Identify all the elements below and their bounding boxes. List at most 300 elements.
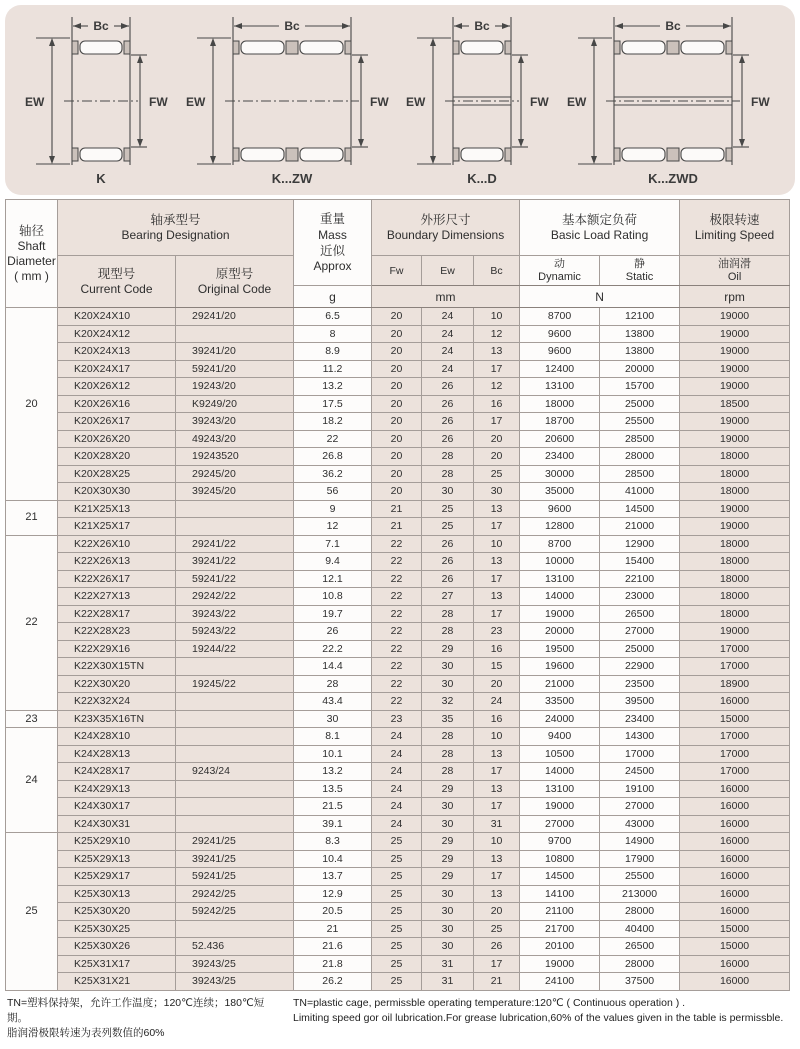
- cell-fw: 20: [372, 378, 422, 396]
- cell-dynamic-load: 19000: [520, 798, 600, 816]
- cell-oil-limiting-speed: 19000: [680, 343, 790, 361]
- cell-current-code: K21X25X17: [58, 518, 176, 536]
- cell-oil-limiting-speed: 19000: [680, 413, 790, 431]
- cell-current-code: K22X26X13: [58, 553, 176, 571]
- cell-original-code: [176, 500, 294, 518]
- cell-oil-limiting-speed: 18000: [680, 605, 790, 623]
- cell-ew: 30: [422, 815, 474, 833]
- cell-mass: 20.5: [294, 903, 372, 921]
- cell-fw: 24: [372, 763, 422, 781]
- cell-ew: 30: [422, 798, 474, 816]
- cell-dynamic-load: 20000: [520, 623, 600, 641]
- cell-dynamic-load: 21700: [520, 920, 600, 938]
- cell-current-code: K24X30X17: [58, 798, 176, 816]
- cell-static-load: 28000: [600, 448, 680, 466]
- cell-oil-limiting-speed: 16000: [680, 973, 790, 991]
- col-header-bearing-designation: [58, 200, 294, 256]
- table-row: [6, 535, 790, 553]
- catalog-page: [5, 5, 795, 1041]
- cell-original-code: 52.436: [176, 938, 294, 956]
- cell-ew: 32: [422, 693, 474, 711]
- cell-static-load: 41000: [600, 483, 680, 501]
- footnote-en-1: TN=plastic cage, permissble operating temperature:120℃ ( Continuous operation ) .: [293, 996, 686, 1009]
- cell-fw: 22: [372, 553, 422, 571]
- cell-dynamic-load: 13100: [520, 780, 600, 798]
- cell-oil-limiting-speed: 15000: [680, 710, 790, 728]
- cell-ew: 26: [422, 570, 474, 588]
- cell-mass: 13.7: [294, 868, 372, 886]
- cell-mass: 36.2: [294, 465, 372, 483]
- cell-current-code: K22X26X10: [58, 535, 176, 553]
- cell-static-load: 14500: [600, 500, 680, 518]
- table-row: [6, 640, 790, 658]
- dim-label-fw: FW: [751, 95, 770, 109]
- table-row: [6, 955, 790, 973]
- cell-original-code: [176, 325, 294, 343]
- cell-oil-limiting-speed: 19000: [680, 500, 790, 518]
- cell-dynamic-load: 19000: [520, 605, 600, 623]
- unit-dims: mm: [372, 286, 520, 308]
- cell-mass: 9: [294, 500, 372, 518]
- dim-label-ew: EW: [406, 95, 426, 109]
- col-header-limiting-speed: [680, 200, 790, 256]
- cell-static-load: 25500: [600, 413, 680, 431]
- cell-mass: 21.5: [294, 798, 372, 816]
- cell-dynamic-load: 21100: [520, 903, 600, 921]
- cell-oil-limiting-speed: 18000: [680, 465, 790, 483]
- cell-original-code: 19244/22: [176, 640, 294, 658]
- cell-original-code: 39243/22: [176, 605, 294, 623]
- cell-current-code: K20X26X20: [58, 430, 176, 448]
- cell-mass: 8.3: [294, 833, 372, 851]
- cell-current-code: K22X27X13: [58, 588, 176, 606]
- cell-oil-limiting-speed: 18500: [680, 395, 790, 413]
- cell-original-code: [176, 920, 294, 938]
- col-header-fw: Fw: [372, 256, 422, 286]
- cell-static-load: 40400: [600, 920, 680, 938]
- cell-ew: 26: [422, 378, 474, 396]
- cell-mass: 26.8: [294, 448, 372, 466]
- cell-bc: 16: [474, 395, 520, 413]
- cell-oil-limiting-speed: 18900: [680, 675, 790, 693]
- unit-load: N: [520, 286, 680, 308]
- table-row: [6, 553, 790, 571]
- mass-header-zh2: 近似: [320, 243, 346, 258]
- cell-static-load: 43000: [600, 815, 680, 833]
- cell-static-load: 27000: [600, 798, 680, 816]
- cell-fw: 22: [372, 588, 422, 606]
- mass-header-en: Mass: [318, 227, 347, 242]
- cell-ew: 29: [422, 640, 474, 658]
- cell-fw: 22: [372, 693, 422, 711]
- col-header-ew: Ew: [422, 256, 474, 286]
- cell-mass: 18.2: [294, 413, 372, 431]
- cell-current-code: K25X30X20: [58, 903, 176, 921]
- cell-current-code: K22X26X17: [58, 570, 176, 588]
- cell-ew: 30: [422, 483, 474, 501]
- cell-bc: 20: [474, 430, 520, 448]
- cell-mass: 19.7: [294, 605, 372, 623]
- table-row: [6, 430, 790, 448]
- cell-current-code: K20X24X13: [58, 343, 176, 361]
- cell-static-load: 26500: [600, 605, 680, 623]
- cell-static-load: 14300: [600, 728, 680, 746]
- diagram-caption: K...D: [467, 171, 498, 186]
- bearing-diagram-k: [24, 11, 174, 189]
- cell-original-code: [176, 745, 294, 763]
- cell-original-code: 39241/25: [176, 850, 294, 868]
- cell-oil-limiting-speed: 18000: [680, 570, 790, 588]
- cell-mass: 13.2: [294, 763, 372, 781]
- table-row: [6, 693, 790, 711]
- cell-fw: 20: [372, 413, 422, 431]
- cell-mass: 39.1: [294, 815, 372, 833]
- table-row: [6, 658, 790, 676]
- col-header-mass: [294, 200, 372, 286]
- cell-current-code: K22X30X20: [58, 675, 176, 693]
- cell-mass: 26: [294, 623, 372, 641]
- table-row: [6, 850, 790, 868]
- cell-bc: 31: [474, 815, 520, 833]
- cell-dynamic-load: 14500: [520, 868, 600, 886]
- cell-static-load: 15400: [600, 553, 680, 571]
- cell-original-code: 39241/22: [176, 553, 294, 571]
- cell-static-load: 28000: [600, 955, 680, 973]
- cell-original-code: 39243/25: [176, 973, 294, 991]
- cell-original-code: 59242/25: [176, 903, 294, 921]
- cell-oil-limiting-speed: 16000: [680, 868, 790, 886]
- cell-static-load: 27000: [600, 623, 680, 641]
- table-row: [6, 728, 790, 746]
- dim-label-fw: FW: [369, 95, 389, 109]
- cell-mass: 6.5: [294, 308, 372, 326]
- cell-bc: 25: [474, 465, 520, 483]
- cell-oil-limiting-speed: 19000: [680, 360, 790, 378]
- cell-dynamic-load: 33500: [520, 693, 600, 711]
- cell-dynamic-load: 10500: [520, 745, 600, 763]
- table-row: [6, 343, 790, 361]
- cell-fw: 25: [372, 868, 422, 886]
- cell-original-code: [176, 658, 294, 676]
- cell-ew: 28: [422, 745, 474, 763]
- cell-static-load: 13800: [600, 343, 680, 361]
- cell-original-code: 49243/20: [176, 430, 294, 448]
- cell-mass: 21: [294, 920, 372, 938]
- cell-dynamic-load: 23400: [520, 448, 600, 466]
- cell-fw: 20: [372, 325, 422, 343]
- cell-static-load: 15700: [600, 378, 680, 396]
- cell-current-code: K25X29X17: [58, 868, 176, 886]
- cell-dynamic-load: 35000: [520, 483, 600, 501]
- cell-oil-limiting-speed: 16000: [680, 850, 790, 868]
- cell-bc: 10: [474, 535, 520, 553]
- shaft-group-label: 23: [6, 710, 58, 728]
- cell-current-code: K22X32X24: [58, 693, 176, 711]
- cell-ew: 24: [422, 343, 474, 361]
- cell-oil-limiting-speed: 16000: [680, 903, 790, 921]
- cell-original-code: 39245/20: [176, 483, 294, 501]
- cell-ew: 29: [422, 780, 474, 798]
- cell-oil-limiting-speed: 19000: [680, 623, 790, 641]
- cell-ew: 30: [422, 938, 474, 956]
- cell-bc: 10: [474, 728, 520, 746]
- cell-ew: 31: [422, 955, 474, 973]
- shaft-header-zh: 轴径: [18, 224, 44, 239]
- cell-mass: 12.1: [294, 570, 372, 588]
- table-row: [6, 588, 790, 606]
- cell-ew: 25: [422, 518, 474, 536]
- static-en: Static: [625, 270, 654, 283]
- cell-fw: 22: [372, 675, 422, 693]
- cell-oil-limiting-speed: 19000: [680, 325, 790, 343]
- cell-ew: 24: [422, 325, 474, 343]
- cell-oil-limiting-speed: 17000: [680, 763, 790, 781]
- cell-dynamic-load: 9600: [520, 343, 600, 361]
- mass-header-zh: 重量: [320, 212, 346, 227]
- dynamic-en: Dynamic: [538, 270, 581, 283]
- cell-static-load: 28500: [600, 430, 680, 448]
- cell-original-code: [176, 798, 294, 816]
- cell-original-code: K9249/20: [176, 395, 294, 413]
- cell-ew: 28: [422, 465, 474, 483]
- cell-current-code: K25X31X21: [58, 973, 176, 991]
- cell-mass: 21.8: [294, 955, 372, 973]
- cell-oil-limiting-speed: 17000: [680, 658, 790, 676]
- cell-ew: 28: [422, 623, 474, 641]
- cell-bc: 12: [474, 378, 520, 396]
- col-header-current-code: [58, 256, 176, 308]
- cell-static-load: 22900: [600, 658, 680, 676]
- cell-bc: 17: [474, 798, 520, 816]
- cell-static-load: 39500: [600, 693, 680, 711]
- cell-original-code: [176, 710, 294, 728]
- cell-ew: 24: [422, 360, 474, 378]
- cell-bc: 10: [474, 833, 520, 851]
- cell-oil-limiting-speed: 19000: [680, 518, 790, 536]
- cell-fw: 25: [372, 973, 422, 991]
- cell-ew: 30: [422, 920, 474, 938]
- table-row: [6, 605, 790, 623]
- cell-dynamic-load: 19600: [520, 658, 600, 676]
- cell-original-code: 29241/25: [176, 833, 294, 851]
- current-code-zh: 现型号: [97, 267, 136, 282]
- cell-original-code: 9243/24: [176, 763, 294, 781]
- cell-current-code: K24X28X10: [58, 728, 176, 746]
- cell-mass: 13.5: [294, 780, 372, 798]
- cell-bc: 15: [474, 658, 520, 676]
- oil-zh: 油润滑: [718, 258, 752, 270]
- dim-label-bc: Bc: [474, 19, 491, 33]
- shaft-group-label: 24: [6, 728, 58, 833]
- cell-current-code: K25X30X13: [58, 885, 176, 903]
- cell-bc: 17: [474, 570, 520, 588]
- col-header-basic-load-rating: [520, 200, 680, 256]
- cell-static-load: 14900: [600, 833, 680, 851]
- footnote-en-2: Limiting speed gor oil lubrication.For grease lubrication,60% of the values given in the table is permissble.: [293, 1012, 784, 1024]
- cell-original-code: 39241/20: [176, 343, 294, 361]
- cell-original-code: [176, 815, 294, 833]
- cell-static-load: 24500: [600, 763, 680, 781]
- cell-oil-limiting-speed: 19000: [680, 308, 790, 326]
- bearing-diagram-kzw: [185, 11, 395, 189]
- cell-oil-limiting-speed: 18000: [680, 553, 790, 571]
- dim-label-fw: FW: [148, 95, 168, 109]
- cell-static-load: 28500: [600, 465, 680, 483]
- cell-oil-limiting-speed: 16000: [680, 815, 790, 833]
- cell-dynamic-load: 24000: [520, 710, 600, 728]
- cell-mass: 11.2: [294, 360, 372, 378]
- bearing-table-body: [6, 308, 790, 991]
- cell-bc: 13: [474, 780, 520, 798]
- cell-ew: 30: [422, 658, 474, 676]
- cell-fw: 22: [372, 658, 422, 676]
- table-row: [6, 360, 790, 378]
- cell-oil-limiting-speed: 16000: [680, 798, 790, 816]
- shaft-header-en1: Shaft: [17, 239, 46, 254]
- cell-fw: 24: [372, 815, 422, 833]
- cell-current-code: K24X28X13: [58, 745, 176, 763]
- cell-oil-limiting-speed: 16000: [680, 693, 790, 711]
- cell-fw: 25: [372, 920, 422, 938]
- table-row: [6, 518, 790, 536]
- shaft-group-label: 20: [6, 308, 58, 501]
- cell-dynamic-load: 19500: [520, 640, 600, 658]
- cell-bc: 17: [474, 413, 520, 431]
- cell-bc: 12: [474, 325, 520, 343]
- cell-bc: 20: [474, 675, 520, 693]
- cell-oil-limiting-speed: 16000: [680, 833, 790, 851]
- col-header-shaft-diameter: [6, 200, 58, 308]
- cell-dynamic-load: 20600: [520, 430, 600, 448]
- cell-current-code: K22X28X17: [58, 605, 176, 623]
- designation-header-en: Bearing Designation: [121, 228, 230, 243]
- cell-bc: 13: [474, 500, 520, 518]
- cell-bc: 30: [474, 483, 520, 501]
- cell-ew: 29: [422, 868, 474, 886]
- cell-mass: 10.8: [294, 588, 372, 606]
- table-row: [6, 973, 790, 991]
- cell-dynamic-load: 27000: [520, 815, 600, 833]
- cell-bc: 13: [474, 745, 520, 763]
- cell-current-code: K25X29X10: [58, 833, 176, 851]
- cell-oil-limiting-speed: 15000: [680, 938, 790, 956]
- table-row: [6, 815, 790, 833]
- cell-static-load: 22100: [600, 570, 680, 588]
- cell-dynamic-load: 9700: [520, 833, 600, 851]
- cell-fw: 20: [372, 465, 422, 483]
- cell-dynamic-load: 12800: [520, 518, 600, 536]
- original-code-en: Original Code: [197, 282, 272, 297]
- table-row: [6, 623, 790, 641]
- cell-dynamic-load: 30000: [520, 465, 600, 483]
- cell-bc: 17: [474, 605, 520, 623]
- cell-mass: 56: [294, 483, 372, 501]
- cell-bc: 13: [474, 850, 520, 868]
- table-row: [6, 465, 790, 483]
- cell-bc: 13: [474, 553, 520, 571]
- cell-ew: 30: [422, 885, 474, 903]
- col-header-bc: Bc: [474, 256, 520, 286]
- cell-original-code: 39243/25: [176, 955, 294, 973]
- cell-mass: 14.4: [294, 658, 372, 676]
- cell-bc: 20: [474, 448, 520, 466]
- cell-current-code: K25X29X13: [58, 850, 176, 868]
- cell-dynamic-load: 18700: [520, 413, 600, 431]
- cell-dynamic-load: 18000: [520, 395, 600, 413]
- shaft-header-unit: ( mm ): [14, 269, 49, 284]
- cell-mass: 12: [294, 518, 372, 536]
- cell-dynamic-load: 21000: [520, 675, 600, 693]
- cell-bc: 16: [474, 710, 520, 728]
- cell-static-load: 23500: [600, 675, 680, 693]
- cell-mass: 13.2: [294, 378, 372, 396]
- cell-ew: 27: [422, 588, 474, 606]
- cell-current-code: K20X24X12: [58, 325, 176, 343]
- cell-ew: 26: [422, 413, 474, 431]
- cell-dynamic-load: 8700: [520, 308, 600, 326]
- cell-static-load: 213000: [600, 885, 680, 903]
- col-header-static: [600, 256, 680, 286]
- cell-fw: 25: [372, 903, 422, 921]
- cell-mass: 30: [294, 710, 372, 728]
- shaft-group-label: 21: [6, 500, 58, 535]
- cell-fw: 25: [372, 955, 422, 973]
- cell-bc: 13: [474, 343, 520, 361]
- mass-header-en2: Approx: [313, 258, 352, 273]
- cell-static-load: 26500: [600, 938, 680, 956]
- cell-bc: 13: [474, 588, 520, 606]
- footnote-zh-1: TN=塑料保持架，允许工作温度；120℃连续；180℃短期。: [7, 996, 265, 1024]
- cell-dynamic-load: 9600: [520, 500, 600, 518]
- cell-fw: 22: [372, 640, 422, 658]
- cell-fw: 21: [372, 500, 422, 518]
- cell-original-code: 19243520: [176, 448, 294, 466]
- cell-static-load: 23000: [600, 588, 680, 606]
- cell-original-code: 19243/20: [176, 378, 294, 396]
- cell-static-load: 17000: [600, 745, 680, 763]
- cell-ew: 29: [422, 850, 474, 868]
- table-row: [6, 833, 790, 851]
- table-row: [6, 413, 790, 431]
- dynamic-zh: 动: [554, 258, 566, 270]
- cell-ew: 26: [422, 535, 474, 553]
- current-code-en: Current Code: [80, 282, 153, 297]
- cell-static-load: 25500: [600, 868, 680, 886]
- table-row: [6, 308, 790, 326]
- cell-ew: 28: [422, 605, 474, 623]
- cell-mass: 7.1: [294, 535, 372, 553]
- cell-oil-limiting-speed: 18000: [680, 588, 790, 606]
- cell-current-code: K20X28X20: [58, 448, 176, 466]
- cell-mass: 8.1: [294, 728, 372, 746]
- table-row: [6, 675, 790, 693]
- cell-bc: 13: [474, 885, 520, 903]
- cell-bc: 17: [474, 868, 520, 886]
- cell-mass: 21.6: [294, 938, 372, 956]
- cell-bc: 20: [474, 903, 520, 921]
- cell-current-code: K25X30X25: [58, 920, 176, 938]
- table-row: [6, 780, 790, 798]
- unit-speed: rpm: [680, 286, 790, 308]
- cell-current-code: K20X24X10: [58, 308, 176, 326]
- cell-fw: 25: [372, 938, 422, 956]
- table-row: [6, 868, 790, 886]
- table-row: [6, 570, 790, 588]
- cell-original-code: 29241/20: [176, 308, 294, 326]
- cell-static-load: 17900: [600, 850, 680, 868]
- cell-bc: 21: [474, 973, 520, 991]
- speed-header-en: Limiting Speed: [694, 228, 775, 243]
